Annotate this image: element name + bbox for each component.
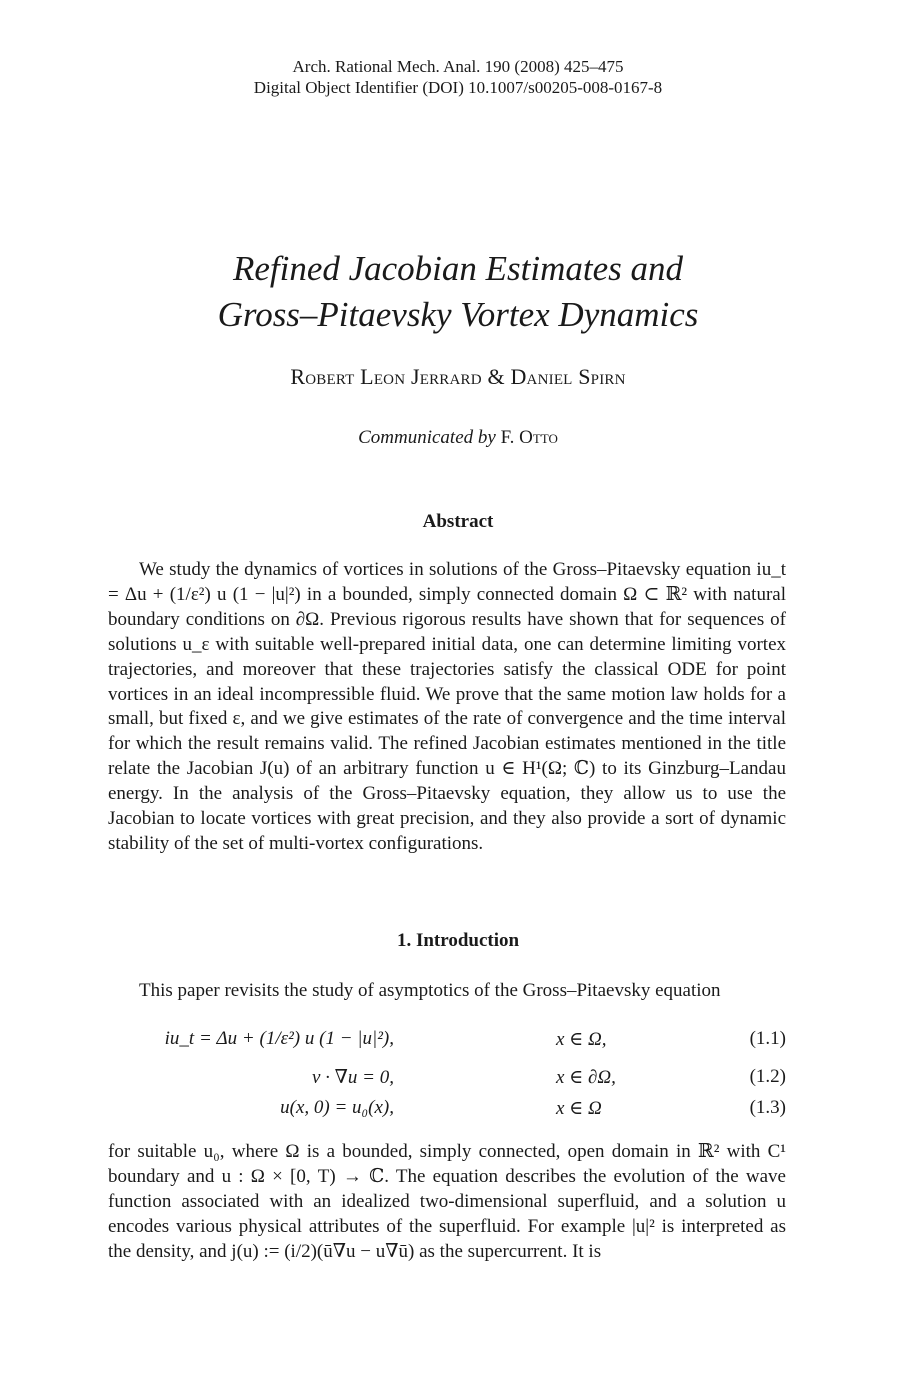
equation-1-1	[108, 1028, 786, 1058]
intro-lead-text: This paper revisits the study of asymptotics of the Gross–Pitaevsky equation	[139, 980, 721, 1001]
communicated-by	[0, 427, 916, 449]
equation-number: (1.3)	[749, 1097, 786, 1118]
equation-lhs: u(x, 0) = u₀(x),	[280, 1097, 394, 1118]
doi-line: Digital Object Identifier (DOI) 10.1007/s00205-008-0167-8	[253, 78, 663, 97]
abstract-text: We study the dynamics of vortices in solutions of the Gross–Pitaevsky equation iu_t = Δu + (1/ε²) u (1 − |u|²) in a bounded, simply connected domain Ω ⊂ ℝ² with natural boundary conditions on ∂Ω. Previous rigorous results have shown that for sequences of solutions u_ε with suitable well-prepared initial data, one can determine limiting vortex trajectories, and moreover that these trajectories satisfy the classical ODE for point vortices in an ideal incompressible fluid. We prove that the same motion law holds for a small, but fixed ε, and we give estimates of the rate of convergence and the time interval for which the result remains valid. The refined Jacobian estimates mentioned in the title relate the Jacobian J(u) of an arbitrary function u ∈ H¹(Ω; ℂ) to its Ginzburg–Landau energy. In the analysis of the Gross–Pitaevsky equation, they allow us to use the Jacobian to locate vortices with great precision, and they also provide a sort of dynamic stability of the set of multi-vortex configurations.	[108, 559, 786, 854]
paper-title	[0, 246, 916, 338]
intro-lead-paragraph	[108, 979, 786, 1004]
communicated-prefix: Communicated by	[358, 427, 496, 448]
author-list: Robert Leon Jerrard & Daniel Spirn	[290, 364, 626, 389]
abstract-body	[108, 558, 786, 857]
equation-1-2	[108, 1066, 786, 1096]
equation-1-3	[108, 1097, 786, 1127]
abstract-heading: Abstract	[422, 511, 494, 532]
title-line-2: Gross–Pitaevsky Vortex Dynamics	[217, 295, 699, 334]
equation-lhs: ν · ∇u = 0,	[311, 1067, 394, 1088]
communicating-editor: F. Otto	[500, 427, 558, 448]
equation-number: (1.2)	[749, 1066, 786, 1087]
title-line-1: Refined Jacobian Estimates and	[232, 249, 684, 288]
journal-header	[0, 56, 916, 98]
equation-condition: x ∈ Ω,	[556, 1029, 607, 1050]
equation-condition: x ∈ ∂Ω,	[556, 1067, 616, 1088]
section-heading-introduction: 1. Introduction	[396, 930, 520, 951]
intro-body-text: for suitable u₀, where Ω is a bounded, simply connected, open domain in ℝ² with C¹ boundary and u : Ω × [0, T) → ℂ. The equation describes the evolution of the wave function associated with an idealized two-dimensional superfluid, and a solution u encodes various physical attributes of the superfluid. For example |u|² is interpreted as the density, and j(u) := (i/2)(ū∇u − u∇ū) as the supercurrent. It is	[108, 1141, 786, 1262]
equation-number: (1.1)	[749, 1028, 786, 1049]
journal-citation: Arch. Rational Mech. Anal. 190 (2008) 425–475	[292, 57, 624, 76]
equation-condition: x ∈ Ω	[556, 1098, 602, 1119]
intro-body-paragraph	[108, 1140, 786, 1265]
equation-lhs: iu_t = Δu + (1/ε²) u (1 − |u|²),	[164, 1028, 394, 1049]
